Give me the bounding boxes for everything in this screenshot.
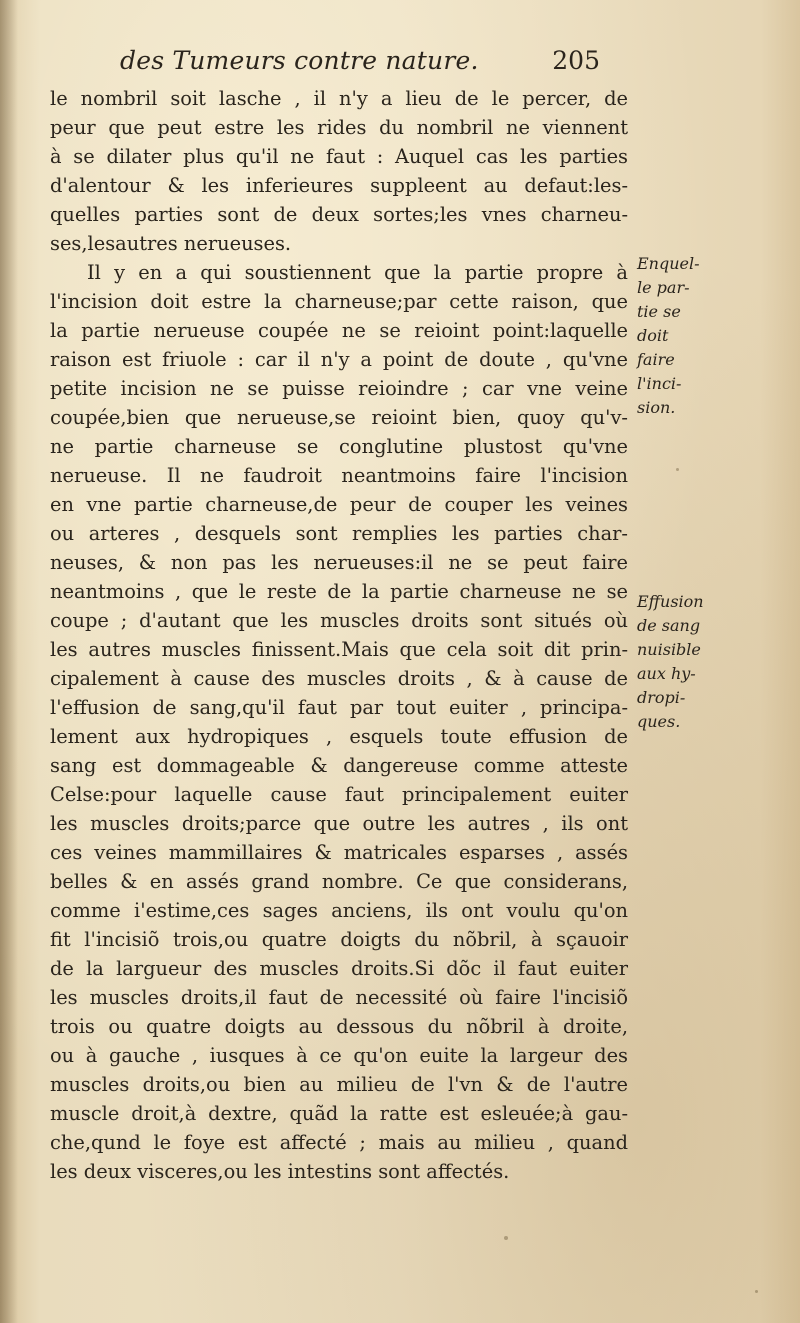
text-line: sang est dommageable & dangereuse comme atteste [50, 754, 628, 777]
text-line: petite incision ne se puisse reioindre ; car vne veine [50, 377, 628, 400]
paper-speck [755, 1290, 758, 1293]
margin-note-line: dropi- [637, 688, 686, 707]
margin-note-line: le par- [637, 278, 690, 297]
margin-note-line: l'inci- [637, 374, 682, 393]
margin-note-line: faire [637, 350, 675, 369]
text-line: cipalement à cause des muscles droits , & à cause de [50, 667, 628, 690]
text-line: muscle droit,à dextre, quãd la ratte est esleuée;à gau- [50, 1102, 628, 1125]
text-line: Celse:pour laquelle cause faut principalement euiter [50, 783, 628, 806]
margin-note-line: Enquel- [637, 254, 700, 273]
text-line: peur que peut estre les rides du nombril ne viennent [50, 116, 628, 139]
margin-note-line: sion. [637, 398, 676, 417]
body-text [50, 84, 628, 1186]
text-line: belles & en assés grand nombre. Ce que considerans, [50, 870, 628, 893]
text-line: ou arteres , desquels sont remplies les parties char- [50, 522, 628, 545]
text-line: ces veines mammillaires & matricales esparses , assés [50, 841, 628, 864]
text-line: che,qund le foye est affecté ; mais au milieu , quand [50, 1131, 628, 1154]
margin-note-line: ques. [637, 712, 681, 731]
text-line: les autres muscles finissent.Mais que cela soit dit prin- [50, 638, 628, 661]
text-line: ne partie charneuse se conglutine plustost qu'vne [50, 435, 628, 458]
text-line: raison est friuole : car il n'y a point de doute , qu'vne [50, 348, 628, 371]
text-line: comme i'estime,ces sages anciens, ils ont voulu qu'on [50, 899, 628, 922]
margin-note-line: tie se [637, 302, 681, 321]
text-line: les muscles droits;parce que outre les autres , ils ont [50, 812, 628, 835]
text-line: muscles droits,ou bien au milieu de l'vn & de l'autre [50, 1073, 628, 1096]
gutter-shadow [0, 0, 18, 1323]
text-line: en vne partie charneuse,de peur de couper les veines [50, 493, 628, 516]
text-line: le nombril soit lasche , il n'y a lieu de le percer, de [50, 87, 628, 110]
paper-speck [676, 468, 679, 471]
paper-speck [504, 1236, 508, 1240]
text-line: neantmoins , que le reste de la partie charneuse ne se [50, 580, 628, 603]
text-line: trois ou quatre doigts au dessous du nõbril à droite, [50, 1015, 628, 1038]
margin-note-line: aux hy- [637, 664, 696, 683]
text-line: quelles parties sont de deux sortes;les vnes charneu- [50, 203, 628, 226]
text-line: la partie nerueuse coupée ne se reioint point:laquelle [50, 319, 628, 342]
text-line: ou à gauche , iusques à ce qu'on euite la largeur des [50, 1044, 628, 1067]
page-number: 205 [552, 46, 600, 75]
page-header [120, 46, 600, 82]
text-line: l'incision doit estre la charneuse;par cette raison, que [50, 290, 628, 313]
text-line: de la largueur des muscles droits.Si dõc il faut euiter [50, 957, 628, 980]
text-line: à se dilater plus qu'il ne faut : Auquel cas les parties [50, 145, 628, 168]
margin-note-line: doit [637, 326, 669, 345]
margin-note-line: nuisible [637, 640, 701, 659]
margin-note-line: Effusion [637, 592, 704, 611]
text-line: lement aux hydropiques , esquels toute effusion de [50, 725, 628, 748]
text-line: neuses, & non pas les nerueuses:il ne se peut faire [50, 551, 628, 574]
text-line: d'alentour & les inferieures suppleent au defaut:les- [50, 174, 628, 197]
text-line: coupée,bien que nerueuse,se reioint bien, quoy qu'v- [50, 406, 628, 429]
text-line: nerueuse. Il ne faudroit neantmoins faire l'incision [50, 464, 628, 487]
text-line: fit l'incisiõ trois,ou quatre doigts du nõbril, à sçauoir [50, 928, 628, 951]
text-line: coupe ; d'autant que les muscles droits sont situés où [50, 609, 628, 632]
text-line: ses,lesautres nerueuses. [50, 232, 292, 255]
margin-note-incision [637, 252, 717, 420]
margin-note-effusion [637, 590, 717, 734]
running-head: des Tumeurs contre nature. [120, 46, 479, 75]
text-line: Il y en a qui soustiennent que la partie propre à [87, 261, 628, 284]
text-line: les deux visceres,ou les intestins sont affectés. [50, 1160, 510, 1183]
margin-note-line: de sang [637, 616, 701, 635]
text-line: l'effusion de sang,qu'il faut par tout euiter , principa- [50, 696, 628, 719]
text-line: les muscles droits,il faut de necessité où faire l'incisiõ [50, 986, 628, 1009]
